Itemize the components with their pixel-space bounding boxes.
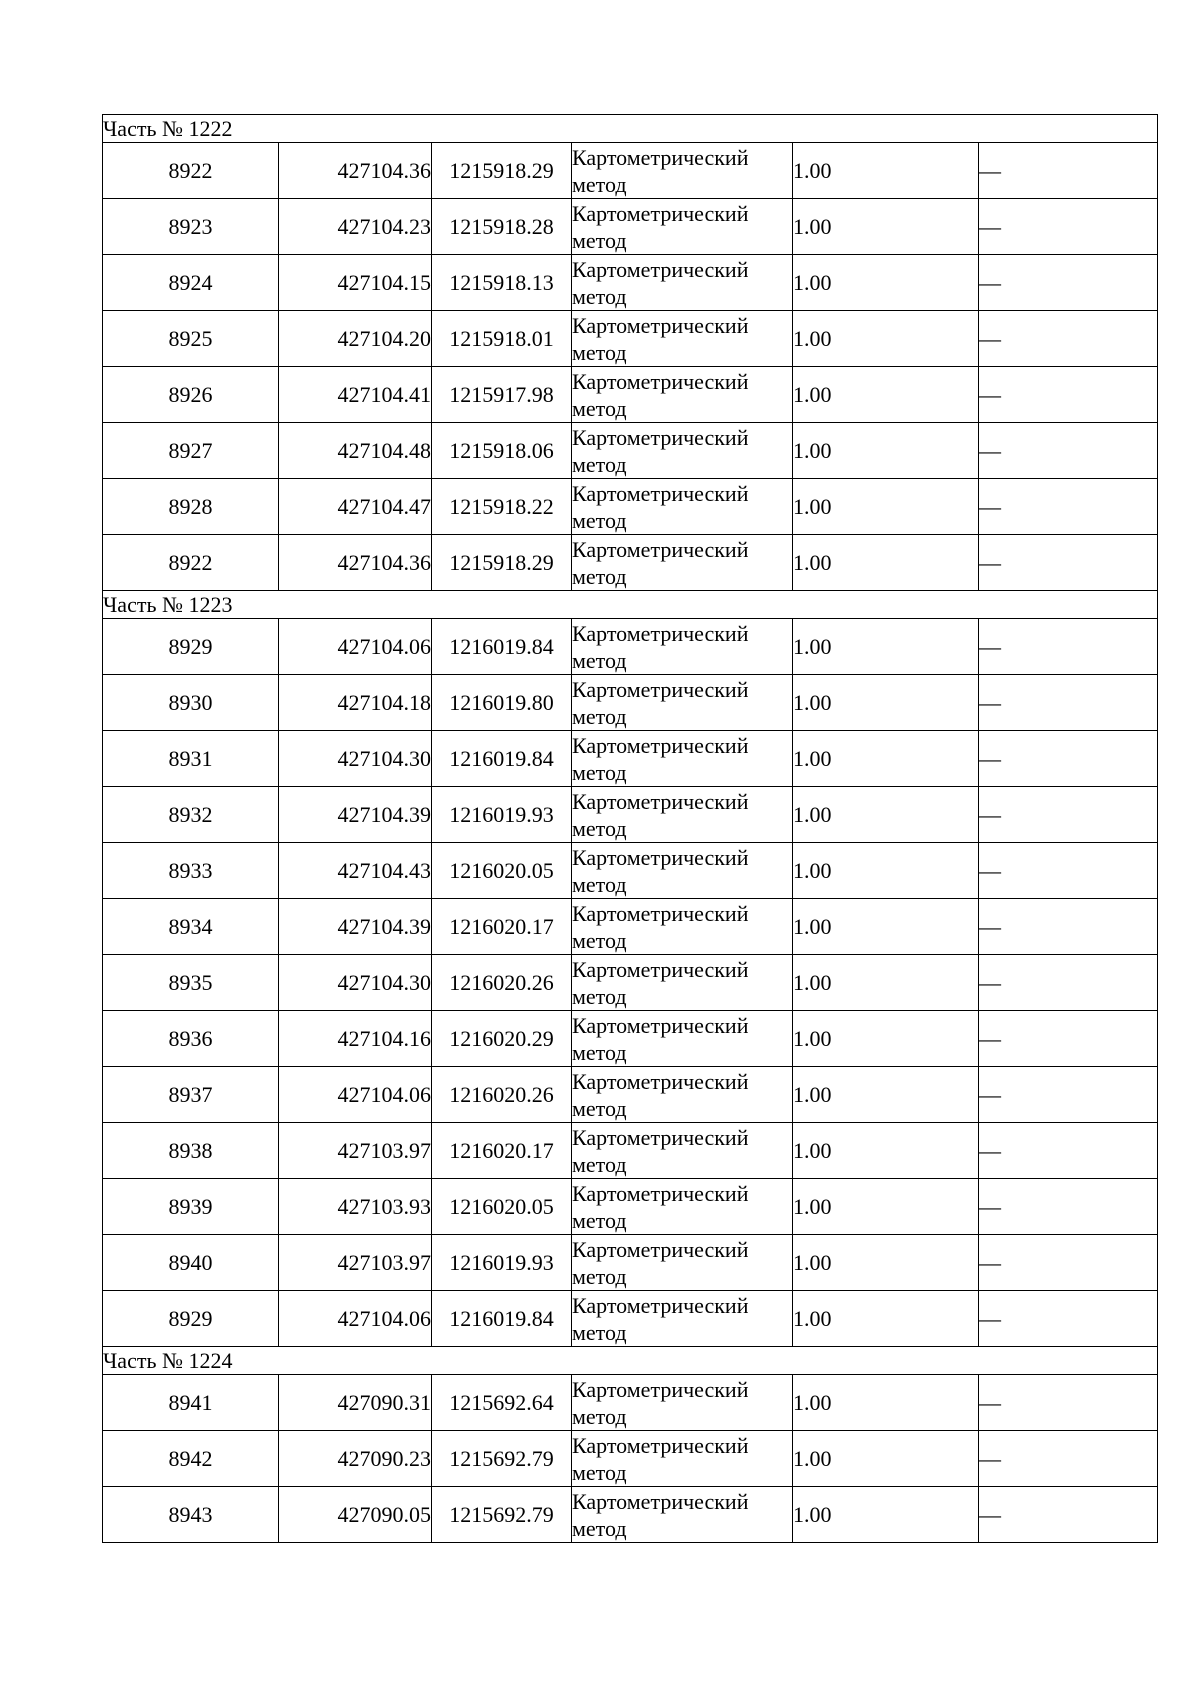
x-coordinate-cell: 427104.20 (279, 311, 432, 367)
point-number-cell: 8939 (103, 1179, 279, 1235)
point-number-cell: 8924 (103, 255, 279, 311)
point-number-cell: 8930 (103, 675, 279, 731)
point-number-cell: 8925 (103, 311, 279, 367)
method-cell: Картометрический метод (572, 311, 793, 367)
y-coordinate-cell: 1215692.64 (432, 1375, 572, 1431)
precision-cell: 1.00 (793, 535, 979, 591)
point-number-cell: 8929 (103, 619, 279, 675)
x-coordinate-cell: 427104.06 (279, 1291, 432, 1347)
y-coordinate-cell: 1215918.22 (432, 479, 572, 535)
y-coordinate-cell: 1215917.98 (432, 367, 572, 423)
description-cell: — (979, 479, 1158, 535)
x-coordinate-cell: 427103.97 (279, 1235, 432, 1291)
description-cell: — (979, 1179, 1158, 1235)
point-number-cell: 8941 (103, 1375, 279, 1431)
table-row (103, 311, 1158, 367)
description-cell: — (979, 1235, 1158, 1291)
method-cell: Картометрический метод (572, 619, 793, 675)
y-coordinate-cell: 1216019.93 (432, 1235, 572, 1291)
point-number-cell: 8929 (103, 1291, 279, 1347)
description-cell: — (979, 535, 1158, 591)
y-coordinate-cell: 1215692.79 (432, 1487, 572, 1543)
point-number-cell: 8943 (103, 1487, 279, 1543)
y-coordinate-cell: 1216020.05 (432, 843, 572, 899)
method-cell: Картометрический метод (572, 479, 793, 535)
table-row (103, 143, 1158, 199)
method-cell: Картометрический метод (572, 367, 793, 423)
section-title: Часть № 1222 (103, 115, 1158, 143)
point-number-cell: 8936 (103, 1011, 279, 1067)
x-coordinate-cell: 427104.36 (279, 143, 432, 199)
table-row (103, 1179, 1158, 1235)
y-coordinate-cell: 1216020.29 (432, 1011, 572, 1067)
table-row (103, 675, 1158, 731)
point-number-cell: 8926 (103, 367, 279, 423)
precision-cell: 1.00 (793, 479, 979, 535)
method-cell: Картометрический метод (572, 1179, 793, 1235)
x-coordinate-cell: 427104.06 (279, 619, 432, 675)
x-coordinate-cell: 427104.16 (279, 1011, 432, 1067)
method-cell: Картометрический метод (572, 1011, 793, 1067)
description-cell: — (979, 311, 1158, 367)
description-cell: — (979, 675, 1158, 731)
section-header-row (103, 115, 1158, 143)
table-row (103, 367, 1158, 423)
precision-cell: 1.00 (793, 619, 979, 675)
y-coordinate-cell: 1215692.79 (432, 1431, 572, 1487)
y-coordinate-cell: 1215918.29 (432, 143, 572, 199)
point-number-cell: 8942 (103, 1431, 279, 1487)
method-cell: Картометрический метод (572, 675, 793, 731)
x-coordinate-cell: 427104.30 (279, 731, 432, 787)
description-cell: — (979, 1375, 1158, 1431)
table-row (103, 423, 1158, 479)
table-row (103, 1123, 1158, 1179)
x-coordinate-cell: 427104.15 (279, 255, 432, 311)
x-coordinate-cell: 427104.48 (279, 423, 432, 479)
x-coordinate-cell: 427104.39 (279, 787, 432, 843)
precision-cell: 1.00 (793, 1291, 979, 1347)
x-coordinate-cell: 427104.47 (279, 479, 432, 535)
precision-cell: 1.00 (793, 843, 979, 899)
table-row (103, 843, 1158, 899)
table-row (103, 1375, 1158, 1431)
description-cell: — (979, 1067, 1158, 1123)
precision-cell: 1.00 (793, 311, 979, 367)
x-coordinate-cell: 427090.23 (279, 1431, 432, 1487)
method-cell: Картометрический метод (572, 899, 793, 955)
x-coordinate-cell: 427104.41 (279, 367, 432, 423)
description-cell: — (979, 787, 1158, 843)
point-number-cell: 8935 (103, 955, 279, 1011)
table-row (103, 1011, 1158, 1067)
method-cell: Картометрический метод (572, 199, 793, 255)
y-coordinate-cell: 1216019.93 (432, 787, 572, 843)
section-header-row (103, 1347, 1158, 1375)
table-row (103, 1235, 1158, 1291)
precision-cell: 1.00 (793, 1011, 979, 1067)
precision-cell: 1.00 (793, 1179, 979, 1235)
x-coordinate-cell: 427104.18 (279, 675, 432, 731)
description-cell: — (979, 1291, 1158, 1347)
section-header-row (103, 591, 1158, 619)
precision-cell: 1.00 (793, 731, 979, 787)
table-row (103, 899, 1158, 955)
y-coordinate-cell: 1215918.29 (432, 535, 572, 591)
x-coordinate-cell: 427104.23 (279, 199, 432, 255)
x-coordinate-cell: 427090.05 (279, 1487, 432, 1543)
description-cell: — (979, 143, 1158, 199)
table-row (103, 1487, 1158, 1543)
description-cell: — (979, 1431, 1158, 1487)
table-row (103, 479, 1158, 535)
method-cell: Картометрический метод (572, 1375, 793, 1431)
table-row (103, 1291, 1158, 1347)
y-coordinate-cell: 1216019.80 (432, 675, 572, 731)
table-row (103, 955, 1158, 1011)
table-row (103, 1067, 1158, 1123)
method-cell: Картометрический метод (572, 787, 793, 843)
y-coordinate-cell: 1215918.28 (432, 199, 572, 255)
description-cell: — (979, 367, 1158, 423)
table-row (103, 255, 1158, 311)
method-cell: Картометрический метод (572, 255, 793, 311)
point-number-cell: 8932 (103, 787, 279, 843)
method-cell: Картометрический метод (572, 1067, 793, 1123)
precision-cell: 1.00 (793, 255, 979, 311)
precision-cell: 1.00 (793, 955, 979, 1011)
y-coordinate-cell: 1216019.84 (432, 1291, 572, 1347)
y-coordinate-cell: 1216019.84 (432, 731, 572, 787)
point-number-cell: 8933 (103, 843, 279, 899)
x-coordinate-cell: 427090.31 (279, 1375, 432, 1431)
description-cell: — (979, 255, 1158, 311)
point-number-cell: 8931 (103, 731, 279, 787)
section-title: Часть № 1223 (103, 591, 1158, 619)
description-cell: — (979, 1487, 1158, 1543)
description-cell: — (979, 423, 1158, 479)
y-coordinate-cell: 1215918.06 (432, 423, 572, 479)
point-number-cell: 8940 (103, 1235, 279, 1291)
precision-cell: 1.00 (793, 675, 979, 731)
point-number-cell: 8934 (103, 899, 279, 955)
y-coordinate-cell: 1216020.17 (432, 899, 572, 955)
precision-cell: 1.00 (793, 787, 979, 843)
precision-cell: 1.00 (793, 1235, 979, 1291)
precision-cell: 1.00 (793, 143, 979, 199)
x-coordinate-cell: 427104.06 (279, 1067, 432, 1123)
x-coordinate-cell: 427104.30 (279, 955, 432, 1011)
description-cell: — (979, 955, 1158, 1011)
method-cell: Картометрический метод (572, 1487, 793, 1543)
precision-cell: 1.00 (793, 367, 979, 423)
y-coordinate-cell: 1216020.17 (432, 1123, 572, 1179)
method-cell: Картометрический метод (572, 731, 793, 787)
table-row (103, 787, 1158, 843)
y-coordinate-cell: 1216020.05 (432, 1179, 572, 1235)
description-cell: — (979, 1011, 1158, 1067)
method-cell: Картометрический метод (572, 423, 793, 479)
description-cell: — (979, 899, 1158, 955)
point-number-cell: 8922 (103, 143, 279, 199)
table-row (103, 1431, 1158, 1487)
method-cell: Картометрический метод (572, 143, 793, 199)
description-cell: — (979, 199, 1158, 255)
method-cell: Картометрический метод (572, 1123, 793, 1179)
y-coordinate-cell: 1215918.01 (432, 311, 572, 367)
point-number-cell: 8923 (103, 199, 279, 255)
x-coordinate-cell: 427104.43 (279, 843, 432, 899)
y-coordinate-cell: 1216020.26 (432, 1067, 572, 1123)
method-cell: Картометрический метод (572, 1431, 793, 1487)
point-number-cell: 8927 (103, 423, 279, 479)
description-cell: — (979, 731, 1158, 787)
method-cell: Картометрический метод (572, 1235, 793, 1291)
precision-cell: 1.00 (793, 423, 979, 479)
method-cell: Картометрический метод (572, 955, 793, 1011)
x-coordinate-cell: 427103.93 (279, 1179, 432, 1235)
description-cell: — (979, 1123, 1158, 1179)
point-number-cell: 8922 (103, 535, 279, 591)
method-cell: Картометрический метод (572, 843, 793, 899)
table-row (103, 535, 1158, 591)
y-coordinate-cell: 1216020.26 (432, 955, 572, 1011)
description-cell: — (979, 843, 1158, 899)
method-cell: Картометрический метод (572, 535, 793, 591)
x-coordinate-cell: 427103.97 (279, 1123, 432, 1179)
precision-cell: 1.00 (793, 1123, 979, 1179)
section-title: Часть № 1224 (103, 1347, 1158, 1375)
y-coordinate-cell: 1216019.84 (432, 619, 572, 675)
precision-cell: 1.00 (793, 1067, 979, 1123)
precision-cell: 1.00 (793, 1375, 979, 1431)
y-coordinate-cell: 1215918.13 (432, 255, 572, 311)
precision-cell: 1.00 (793, 1487, 979, 1543)
point-number-cell: 8928 (103, 479, 279, 535)
x-coordinate-cell: 427104.36 (279, 535, 432, 591)
point-number-cell: 8937 (103, 1067, 279, 1123)
x-coordinate-cell: 427104.39 (279, 899, 432, 955)
method-cell: Картометрический метод (572, 1291, 793, 1347)
precision-cell: 1.00 (793, 199, 979, 255)
point-number-cell: 8938 (103, 1123, 279, 1179)
description-cell: — (979, 619, 1158, 675)
precision-cell: 1.00 (793, 1431, 979, 1487)
table-row (103, 619, 1158, 675)
coordinates-table (102, 114, 1158, 1543)
table-row (103, 199, 1158, 255)
table-row (103, 731, 1158, 787)
precision-cell: 1.00 (793, 899, 979, 955)
